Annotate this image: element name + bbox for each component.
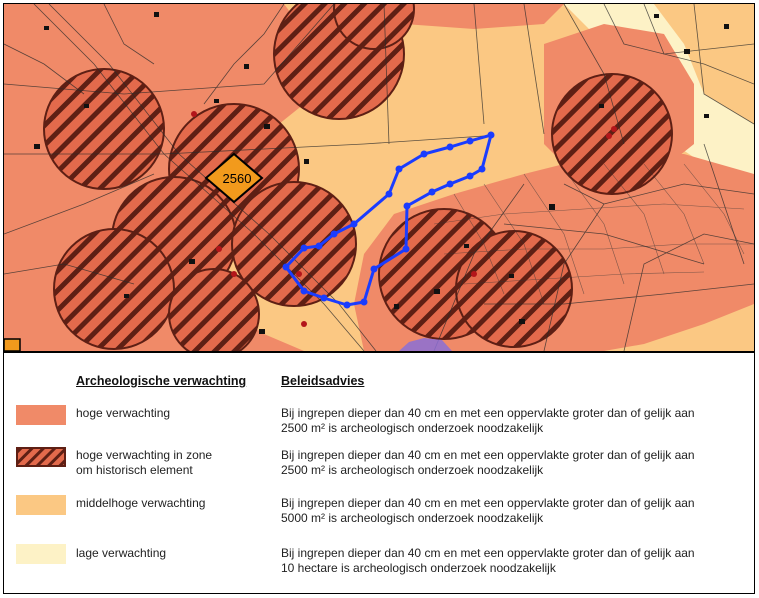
legend-label-historic-line1: hoge verwachting in zone [76,448,213,462]
legend-label-historic-line2: om historisch element [76,463,193,477]
legend-header-expectation: Archeologische verwachting [76,374,247,388]
parcel-2560-label: 2560 [222,171,252,186]
legend-advice-low-line1: Bij ingrepen dieper dan 40 cm en met een oppervlakte groter dan of gelijk aan [281,546,695,560]
legend-label-low: lage verwachting [76,546,167,560]
map-figure [3,3,755,594]
legend-advice-high-line2: 2500 m² is archeologisch onderzoek noodzakelijk [281,421,544,435]
archaeology-map [4,4,754,351]
legend-advice-medium-line1: Bij ingrepen dieper dan 40 cm en met een oppervlakte groter dan of gelijk aan [281,496,695,510]
swatch-low-expectation [16,544,66,564]
swatch-medium-expectation [16,495,66,515]
legend-advice-historic-line1: Bij ingrepen dieper dan 40 cm en met een oppervlakte groter dan of gelijk aan [281,448,695,462]
legend-label-high: hoge verwachting [76,406,171,420]
legend-header-policy: Beleidsadvies [281,374,365,388]
legend-advice-low-line2: 10 hectare is archeologisch onderzoek noodzakelijk [281,561,556,575]
parcel-corner [4,339,20,351]
swatch-high-expectation [16,405,66,425]
legend-advice-medium-line2: 5000 m² is archeologisch onderzoek noodzakelijk [281,511,544,525]
legend [4,353,754,593]
legend-label-medium: middelhoge verwachting [76,496,206,510]
legend-advice-high-line1: Bij ingrepen dieper dan 40 cm en met een oppervlakte groter dan of gelijk aan [281,406,695,420]
legend-advice-historic-line2: 2500 m² is archeologisch onderzoek noodzakelijk [281,463,544,477]
swatch-historic-zone [16,447,66,467]
